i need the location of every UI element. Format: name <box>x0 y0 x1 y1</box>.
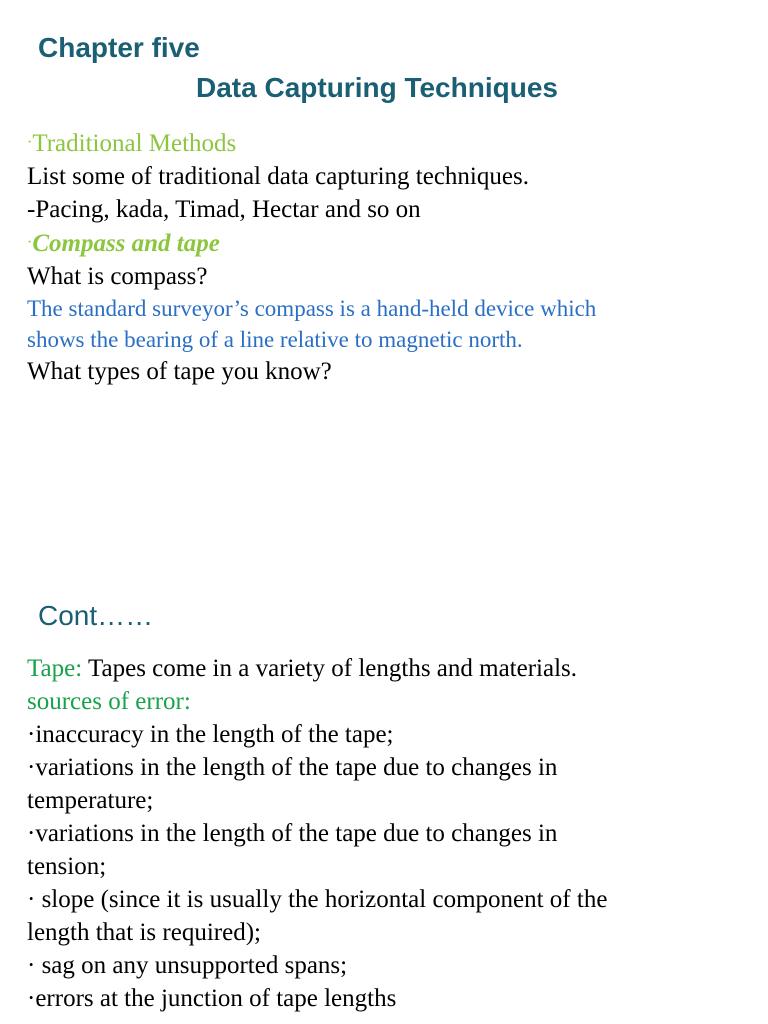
error-item: ·errors at the junction of tape lengths <box>27 985 397 1012</box>
chapter-label: Chapter five <box>38 32 200 63</box>
error-item: ·variations in the length of the tape due to changes in <box>27 754 558 781</box>
tape-question: What types of tape you know? <box>27 358 332 385</box>
error-item: length that is required); <box>27 919 261 946</box>
error-item: ·variations in the length of the tape due to changes in <box>27 820 558 847</box>
compass-answer-line-2: shows the bearing of a line relative to magnetic north. <box>27 327 523 352</box>
traditional-question: List some of traditional data capturing techniques. <box>27 163 529 190</box>
slide2-body <box>27 652 747 1015</box>
traditional-heading: Traditional Methods <box>32 130 237 157</box>
compass-heading: Compass and tape <box>32 230 220 257</box>
tape-line <box>27 652 747 685</box>
compass-question: What is compass? <box>27 263 208 290</box>
error-item: tension; <box>27 853 107 880</box>
chapter-title: Data Capturing Techniques <box>196 72 558 103</box>
tape-label: Tape: <box>27 655 83 682</box>
error-item: temperature; <box>27 787 154 814</box>
error-item: · slope (since it is usually the horizontal component of the <box>27 886 608 913</box>
tape-text: Tapes come in a variety of lengths and materials. <box>82 655 578 682</box>
slide1-body <box>27 126 747 388</box>
slide-cont <box>0 580 768 1024</box>
bullet-marker: · <box>27 134 33 151</box>
bullet-marker: · <box>27 234 33 251</box>
traditional-answer: -Pacing, kada, Timad, Hectar and so on <box>27 196 421 223</box>
traditional-heading-line <box>27 126 747 160</box>
compass-answer-line-1: The standard surveyor’s compass is a hand-held device which <box>27 296 597 321</box>
error-item: ·inaccuracy in the length of the tape; <box>27 721 394 748</box>
compass-heading-line <box>27 226 747 260</box>
error-item: · sag on any unsupported spans; <box>27 952 348 979</box>
cont-heading: Cont…… <box>38 600 154 631</box>
errors-heading: sources of error: <box>27 688 191 715</box>
